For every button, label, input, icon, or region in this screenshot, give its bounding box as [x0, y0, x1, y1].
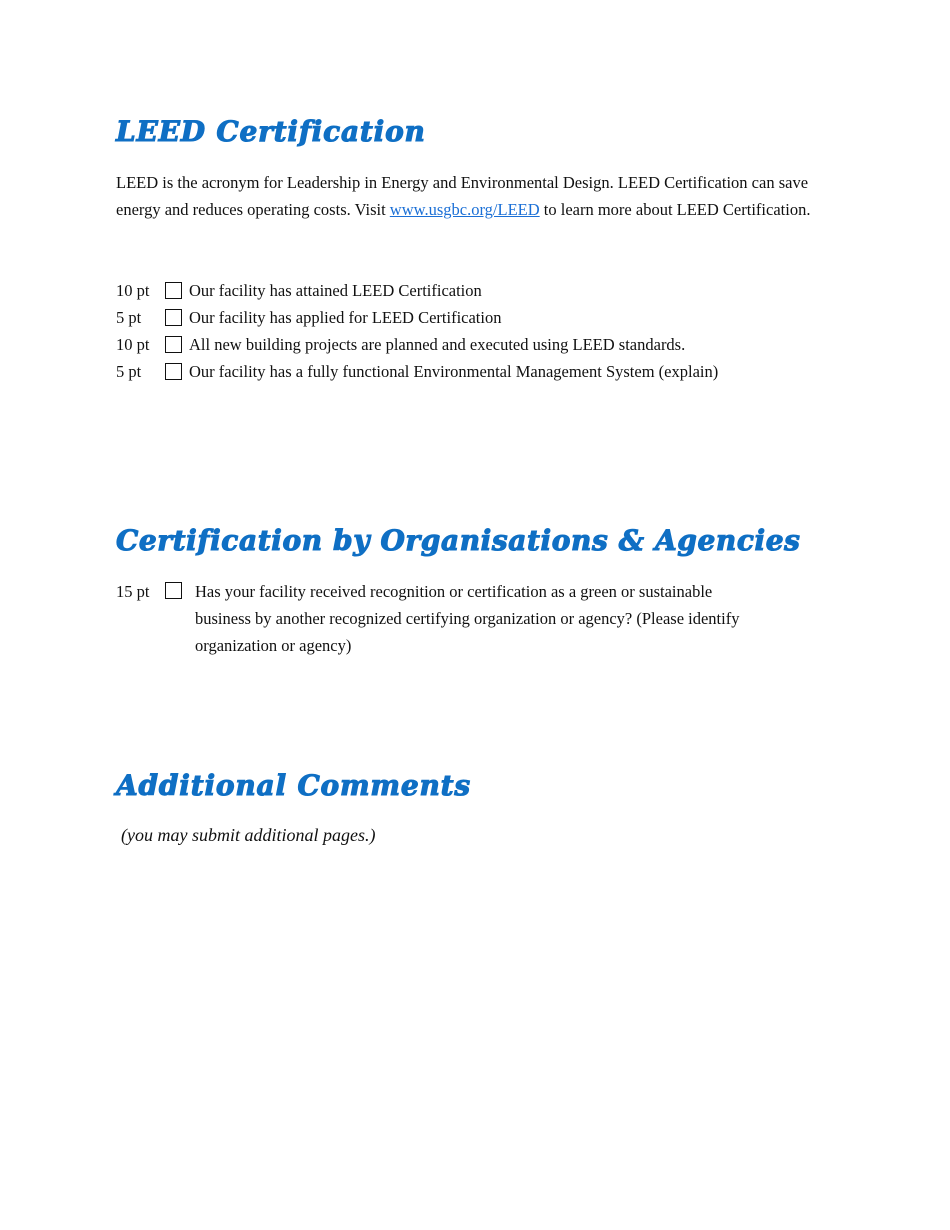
- checkbox[interactable]: [165, 582, 182, 599]
- checklist-item-label: All new building projects are planned and executed using LEED standards.: [189, 334, 686, 354]
- leed-section-heading: LEED Certification: [116, 115, 426, 148]
- points-value: 10 pt: [116, 334, 150, 354]
- leed-intro-text-continued: to learn more about LEED Certification.: [539, 200, 811, 219]
- checklist-item-label: Our facility has a fully functional Environmental Management System (explain): [189, 361, 719, 381]
- checkbox[interactable]: [165, 336, 182, 353]
- points-value: 5 pt: [116, 307, 142, 327]
- checkbox[interactable]: [165, 282, 182, 299]
- checkbox[interactable]: [165, 309, 182, 326]
- leed-checklist-item: [116, 304, 718, 331]
- usgbc-link[interactable]: www.usgbc.org/LEED: [389, 200, 540, 219]
- comments-note: (you may submit additional pages.): [121, 825, 376, 845]
- points-value: 10 pt: [116, 280, 150, 300]
- certification-question: Has your facility received recognition or certification as a green or sustainable business by another recognized certifying organization or agency? (Please identify organization or agency): [195, 582, 740, 655]
- checklist-item-label: Our facility has applied for LEED Certification: [189, 307, 502, 327]
- checkbox[interactable]: [165, 363, 182, 380]
- points-value: 15 pt: [116, 582, 150, 601]
- checklist-item-label: Our facility has attained LEED Certification: [189, 280, 482, 300]
- leed-intro-text: LEED is the acronym for Leadership in Energy and Environmental Design. LEED Certification can save energy and reduces operating costs. Visit: [116, 173, 809, 219]
- leed-checklist-item: [116, 358, 718, 385]
- certification-section-heading: Certification by Organisations & Agencies: [116, 524, 801, 557]
- certification-checklist-item: [116, 578, 756, 659]
- leed-checklist-item: [116, 331, 718, 358]
- comments-section-heading: Additional Comments: [116, 769, 471, 802]
- points-value: 5 pt: [116, 361, 142, 381]
- leed-checklist-item: [116, 277, 718, 304]
- leed-intro-paragraph: [116, 169, 816, 223]
- leed-checklist: [116, 277, 718, 385]
